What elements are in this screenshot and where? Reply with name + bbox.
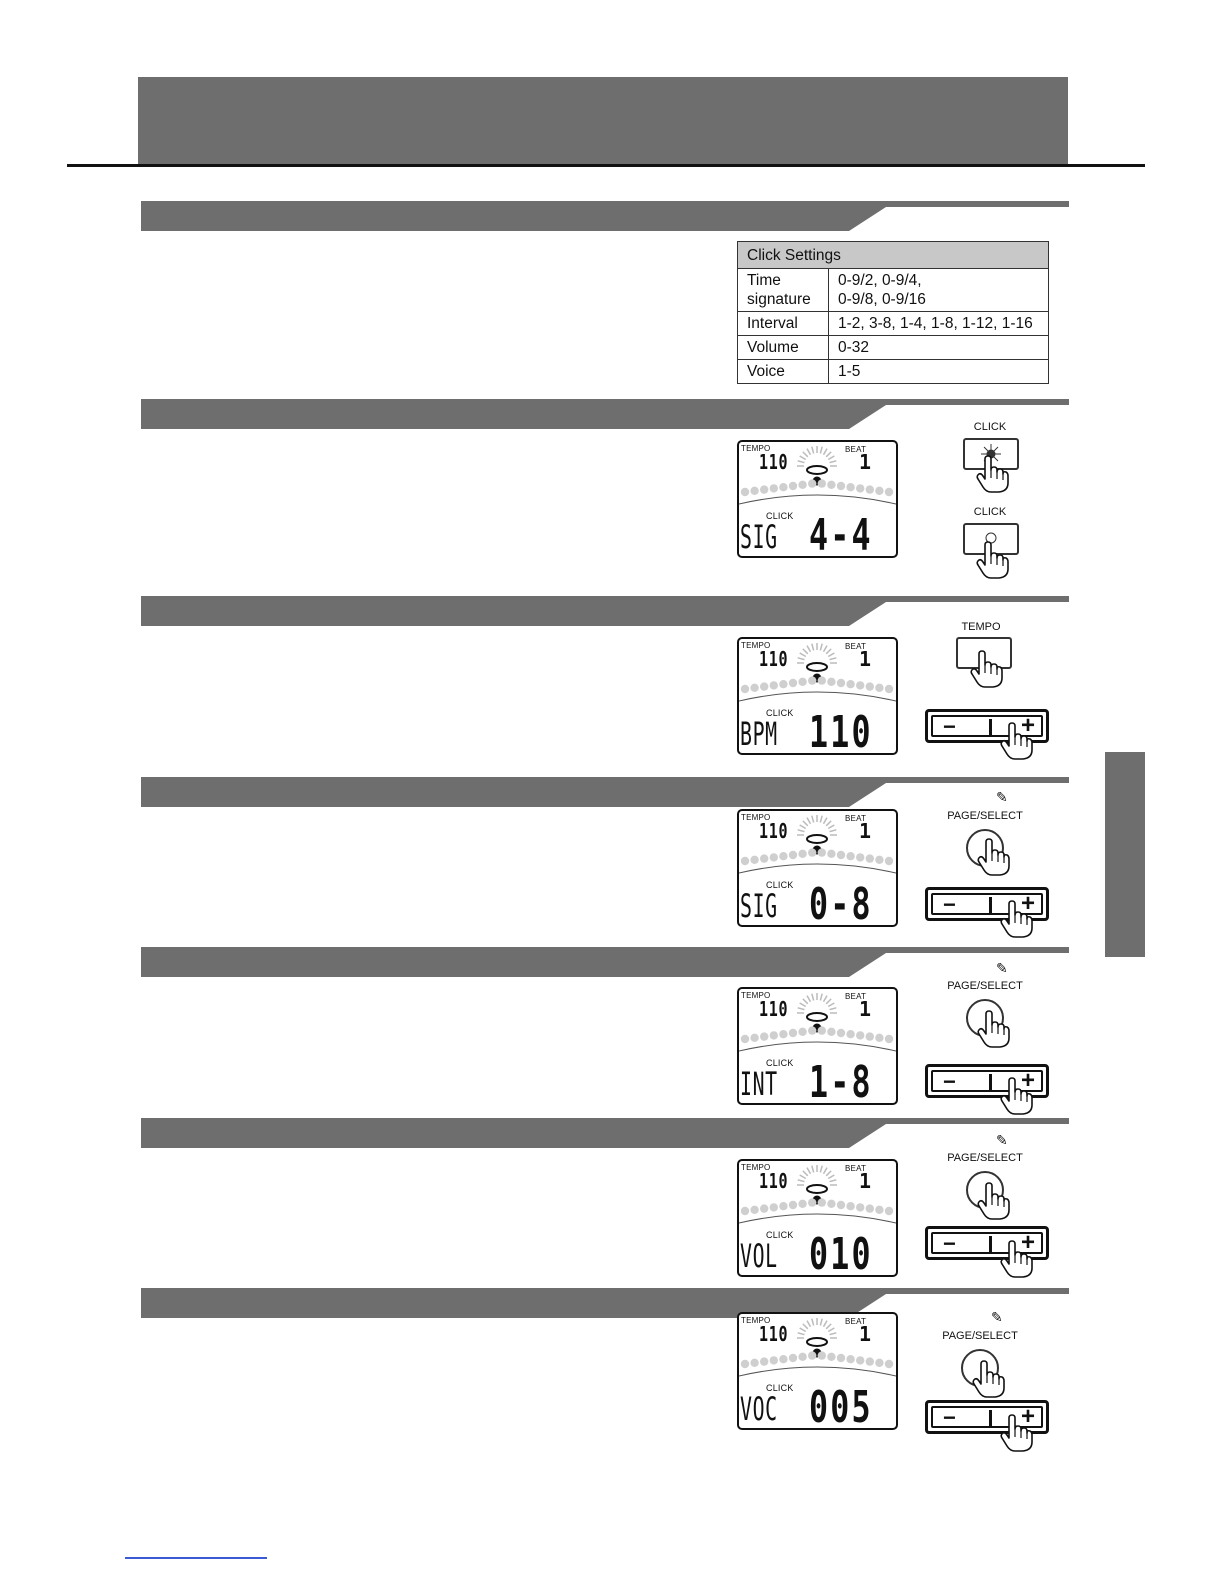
beat-label: BEAT	[845, 642, 867, 651]
section-bar-4	[141, 777, 1069, 807]
click-label: CLICK	[766, 1058, 794, 1068]
parameter-value: 010	[809, 1229, 873, 1277]
lcd-display	[737, 1159, 898, 1277]
hand-pointer-icon	[972, 1360, 1006, 1403]
click-label: CLICK	[766, 1230, 794, 1240]
row-value: 0-32	[829, 336, 1049, 360]
tempo-button-label: TEMPO	[961, 621, 1001, 633]
lcd-display	[737, 987, 898, 1105]
beat-label: BEAT	[845, 1317, 867, 1326]
hand-pointer-icon	[1000, 900, 1034, 943]
tempo-value: 110	[759, 1169, 789, 1193]
tempo-label: TEMPO	[741, 1316, 771, 1325]
page-select-label: PAGE/SELECT	[942, 1330, 1018, 1342]
beat-label: BEAT	[845, 814, 867, 823]
click-label: CLICK	[766, 1383, 794, 1393]
row-key: Time	[747, 272, 781, 289]
hand-pointer-icon	[977, 1010, 1011, 1053]
row-key: Voice	[738, 360, 829, 384]
beat-label: BEAT	[845, 445, 867, 454]
header-banner	[138, 77, 1068, 165]
parameter-name: BPM	[740, 715, 778, 753]
pen-icon: ✎	[996, 789, 1008, 805]
row-key: signature	[747, 291, 811, 308]
minus-button[interactable]: −	[943, 1231, 956, 1256]
parameter-name: VOL	[740, 1237, 778, 1275]
tempo-value: 110	[759, 647, 789, 671]
section-bar-6	[141, 1118, 1069, 1148]
minus-button[interactable]: −	[943, 1405, 956, 1430]
parameter-value: 4-4	[809, 510, 873, 558]
beat-label: BEAT	[845, 1164, 867, 1173]
pen-icon: ✎	[991, 1309, 1003, 1325]
hand-pointer-icon	[977, 838, 1011, 881]
click-label: CLICK	[766, 708, 794, 718]
lcd-display	[737, 440, 898, 558]
click-label: CLICK	[766, 880, 794, 890]
click-label: CLICK	[766, 511, 794, 521]
table-row	[738, 269, 1049, 312]
lcd-display	[737, 809, 898, 927]
parameter-name: SIG	[740, 887, 778, 925]
parameter-value: 110	[809, 707, 873, 755]
row-key: Volume	[738, 336, 829, 360]
lcd-display	[737, 1312, 898, 1430]
lcd-display	[737, 637, 898, 755]
row-value: 1-5	[829, 360, 1049, 384]
parameter-value: 1-8	[809, 1057, 873, 1105]
table-row	[738, 312, 1049, 336]
minus-button[interactable]: −	[943, 714, 956, 739]
parameter-value: 005	[809, 1382, 873, 1430]
table-row	[738, 360, 1049, 384]
beat-value: 1	[859, 1169, 872, 1193]
tempo-value: 110	[759, 1322, 789, 1346]
beat-label: BEAT	[845, 992, 867, 1001]
tempo-label: TEMPO	[741, 991, 771, 1000]
footer-link-underline	[125, 1557, 267, 1559]
minus-button[interactable]: −	[943, 1069, 956, 1094]
plus-button[interactable]: +	[1020, 1403, 1035, 1430]
plus-button[interactable]: +	[1020, 712, 1035, 739]
section-bar-7	[141, 1288, 1069, 1318]
parameter-name: INT	[740, 1065, 778, 1103]
pen-icon: ✎	[996, 960, 1008, 976]
beat-value: 1	[859, 997, 872, 1021]
section-bar-5	[141, 947, 1069, 977]
click-button-label: CLICK	[973, 506, 1007, 518]
section-bar-1	[141, 201, 1069, 231]
beat-value: 1	[859, 819, 872, 843]
tempo-value: 110	[759, 997, 789, 1021]
hand-pointer-icon	[970, 650, 1004, 693]
hand-pointer-icon	[977, 1182, 1011, 1225]
tempo-value: 110	[759, 819, 789, 843]
click-settings-table	[737, 241, 1049, 384]
click-button-label: CLICK	[973, 421, 1007, 433]
page-select-label: PAGE/SELECT	[947, 810, 1023, 822]
beat-value: 1	[859, 450, 872, 474]
tempo-label: TEMPO	[741, 1163, 771, 1172]
parameter-name: SIG	[740, 518, 778, 556]
header-rule	[67, 164, 1145, 167]
side-tab	[1105, 752, 1145, 957]
minus-button[interactable]: −	[943, 892, 956, 917]
beat-value: 1	[859, 647, 872, 671]
pen-icon: ✎	[996, 1132, 1008, 1148]
plus-button[interactable]: +	[1020, 1229, 1035, 1256]
row-value: 1-2, 3-8, 1-4, 1-8, 1-12, 1-16	[829, 312, 1049, 336]
parameter-value: 0-8	[809, 879, 873, 927]
table-title: Click Settings	[738, 242, 1049, 269]
hand-pointer-icon	[976, 541, 1010, 584]
hand-pointer-icon	[1000, 1240, 1034, 1283]
plus-button[interactable]: +	[1020, 1067, 1035, 1094]
row-key: Interval	[738, 312, 829, 336]
hand-pointer-icon	[1000, 1414, 1034, 1457]
tempo-label: TEMPO	[741, 444, 771, 453]
hand-pointer-icon	[976, 455, 1010, 498]
hand-pointer-icon	[1000, 722, 1034, 765]
page-select-label: PAGE/SELECT	[947, 980, 1023, 992]
hand-pointer-icon	[1000, 1077, 1034, 1120]
tempo-label: TEMPO	[741, 813, 771, 822]
row-value: 0-9/2, 0-9/4,	[838, 272, 922, 289]
table-row	[738, 336, 1049, 360]
row-value: 0-9/8, 0-9/16	[838, 291, 926, 308]
beat-value: 1	[859, 1322, 872, 1346]
parameter-name: VOC	[740, 1390, 778, 1428]
tempo-value: 110	[759, 450, 789, 474]
page-select-label: PAGE/SELECT	[947, 1152, 1023, 1164]
plus-button[interactable]: +	[1020, 890, 1035, 917]
tempo-label: TEMPO	[741, 641, 771, 650]
